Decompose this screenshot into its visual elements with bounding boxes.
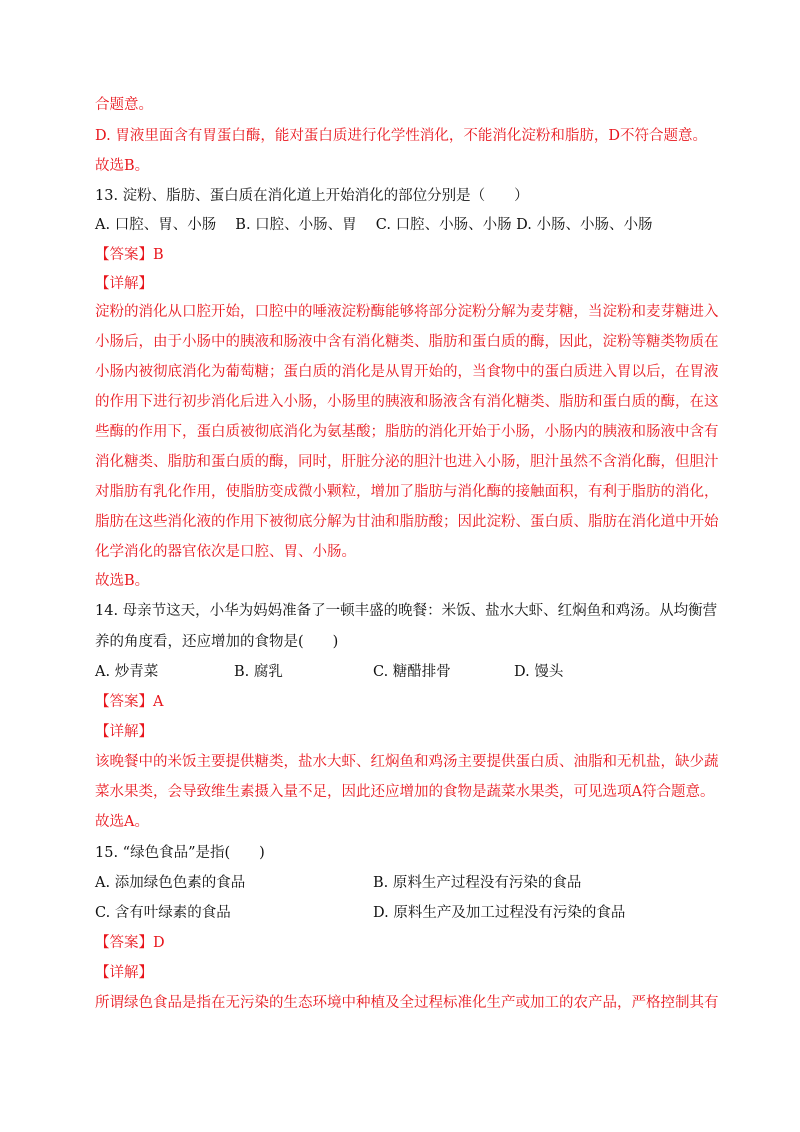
q15-option-d: D. 原料生产及加工过程没有污染的食品 bbox=[373, 905, 626, 921]
q15-options-row-2 bbox=[95, 903, 625, 923]
q14-stem: 14. 母亲节这天，小华为妈妈准备了一顿丰盛的晚餐：米饭、盐水大虾、红焖鱼和鸡汤。从均衡营 bbox=[95, 603, 718, 619]
prev-conclusion: 故选B。 bbox=[95, 158, 150, 174]
q15-option-c: C. 含有叶绿素的食品 bbox=[95, 905, 231, 921]
q14-explanation-line: 该晚餐中的米饭主要提供糖类，盐水大虾、红焖鱼和鸡汤主要提供蛋白质、油脂和无机盐，缺少蔬 bbox=[95, 754, 719, 770]
q14-stem-continued: 养的角度看，还应增加的食物是( ) bbox=[95, 634, 339, 650]
q15-explanation-line: 所谓绿色食品是指在无污染的生态环境中种植及全过程标准化生产或加工的农产品，严格控制其有 bbox=[95, 995, 719, 1011]
q14-option-a: A. 炒青菜 bbox=[95, 664, 159, 680]
q15-option-a: A. 添加绿色色素的食品 bbox=[95, 875, 246, 891]
q14-option-b: B. 腐乳 bbox=[234, 664, 283, 680]
q15-options-row-1 bbox=[95, 873, 581, 893]
q13-explanation-line: 对脂肪有乳化作用，使脂肪变成微小颗粒，增加了脂肪与消化酶的接触面积，有利于脂肪的消化， bbox=[95, 484, 719, 500]
q13-explanation-line: 些酶的作用下，蛋白质被彻底消化为氨基酸；脂肪的消化开始于小肠，小肠内的胰液和肠液中含有 bbox=[95, 424, 719, 440]
q14-explanation-line: 菜水果类，会导致维生素摄入量不足，因此还应增加的食物是蔬菜水果类，可见选项A符合题意。 bbox=[95, 784, 715, 800]
q13-answer: 【答案】B bbox=[95, 247, 164, 263]
q15-answer: 【答案】D bbox=[95, 935, 165, 951]
prev-option-d-explanation: D. 胃液里面含有胃蛋白酶，能对蛋白质进行化学性消化，不能消化淀粉和脂肪，D不符合题意。 bbox=[95, 128, 707, 144]
q13-explanation-line: 消化糖类、脂肪和蛋白质的酶，同时，肝脏分泌的胆汁也进入小肠，胆汁虽然不含消化酶，但胆汁 bbox=[95, 454, 719, 470]
q13-explanation-line: 脂肪在这些消化液的作用下被彻底分解为甘油和脂肪酸；因此淀粉、蛋白质、脂肪在消化道中开始 bbox=[95, 514, 719, 530]
q13-explanation-line: 小肠后，由于小肠中的胰液和肠液中含有消化糖类、脂肪和蛋白质的酶，因此，淀粉等糖类物质在 bbox=[95, 334, 719, 350]
q13-stem: 13. 淀粉、脂肪、蛋白质在消化道上开始消化的部位分别是（ ） bbox=[95, 188, 529, 204]
prev-explanation-line: 合题意。 bbox=[95, 97, 153, 113]
q14-answer: 【答案】A bbox=[95, 694, 164, 710]
q15-stem: 15. “绿色食品”是指( ) bbox=[95, 845, 265, 861]
q13-explanation-line: 的作用下进行初步消化后进入小肠，小肠里的胰液和肠液含有消化糖类、脂肪和蛋白质的酶，在这 bbox=[95, 394, 719, 410]
q13-explanation-line: 淀粉的消化从口腔开始，口腔中的唾液淀粉酶能够将部分淀粉分解为麦芽糖，当淀粉和麦芽糖进入 bbox=[95, 304, 719, 320]
q13-explanation-line: 小肠内被彻底消化为葡萄糖；蛋白质的消化是从胃开始的，当食物中的蛋白质进入胃以后，在胃液 bbox=[95, 364, 719, 380]
q13-conclusion: 故选B。 bbox=[95, 573, 150, 589]
q14-option-d: D. 馒头 bbox=[514, 664, 564, 680]
q15-detail-label: 【详解】 bbox=[95, 965, 153, 981]
q15-option-b: B. 原料生产过程没有污染的食品 bbox=[373, 875, 582, 891]
q13-explanation-line: 化学消化的器官依次是口腔、胃、小肠。 bbox=[95, 544, 356, 560]
q13-detail-label: 【详解】 bbox=[95, 276, 153, 292]
q14-conclusion: 故选A。 bbox=[95, 814, 149, 830]
q14-option-c: C. 糖醋排骨 bbox=[373, 664, 451, 680]
q14-detail-label: 【详解】 bbox=[95, 724, 153, 740]
q13-options: A. 口腔、胃、小肠 B. 口腔、小肠、胃 C. 口腔、小肠、小肠 D. 小肠、小肠、小肠 bbox=[95, 217, 653, 233]
q14-options bbox=[95, 662, 563, 682]
